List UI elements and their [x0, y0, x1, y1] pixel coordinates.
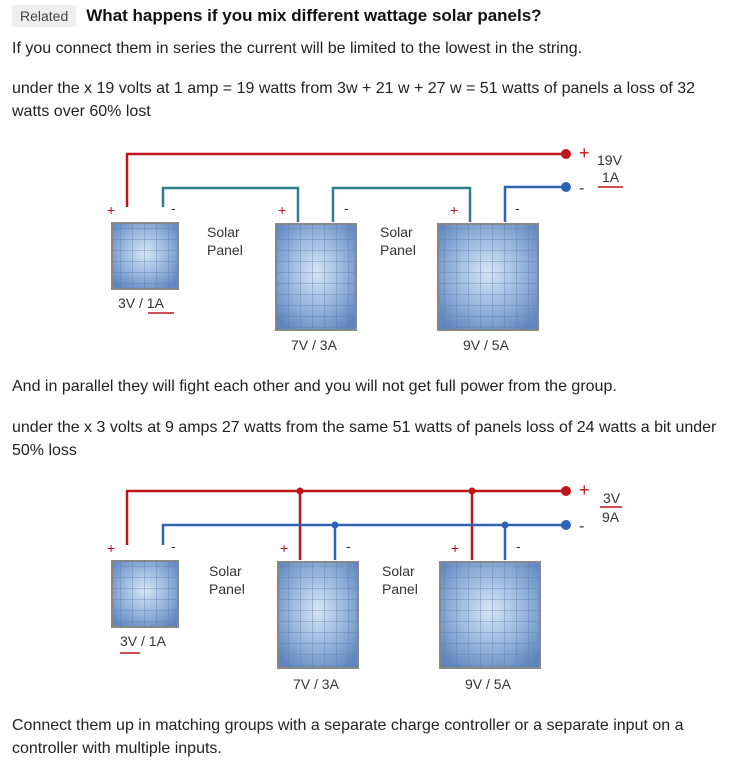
parallel-label-panel-1: Panel [209, 581, 245, 597]
parallel-output-voltage: 3V [603, 490, 621, 506]
related-question-title[interactable]: What happens if you mix different wattage solar panels? [86, 6, 542, 25]
parallel-panel-mid-rating: 7V / 3A [293, 676, 339, 692]
answer-paragraph-2: under the x 19 volts at 1 amp = 19 watts from 3w + 21 w + 27 w = 51 watts of panels a loss of 32 watts over 60% lost [12, 80, 696, 120]
parallel-out-plus: + [579, 480, 590, 500]
answer-paragraph-5: Connect them up in matching groups with a separate charge controller or a separate input on a controller with multiple inputs. [12, 717, 684, 757]
series-output-current: 1A [602, 169, 620, 185]
series-negative-terminal [561, 182, 571, 192]
series-label-solar-1: Solar [207, 224, 240, 240]
series-out-minus: - [579, 180, 585, 197]
series-panel-mid-rating: 7V / 3A [291, 337, 337, 353]
series-panel-small-minus: - [171, 200, 176, 216]
series-out-plus: + [579, 143, 590, 163]
series-label-panel-1: Panel [207, 242, 243, 258]
parallel-out-minus: - [579, 518, 585, 535]
series-output-voltage: 19V [597, 152, 622, 168]
parallel-panel-large-minus: - [516, 538, 521, 554]
series-panel-large-rating: 9V / 5A [463, 337, 509, 353]
series-panel-mid-plus: + [278, 202, 287, 218]
parallel-output-current: 9A [602, 509, 620, 525]
parallel-panel-small-plus: + [107, 540, 116, 556]
parallel-positive-terminal [561, 486, 571, 496]
series-positive-terminal [561, 149, 571, 159]
series-panel-small-rating: 3V / 1A [118, 295, 164, 311]
parallel-panel-large-plus: + [451, 540, 460, 556]
related-badge: Related [12, 5, 76, 27]
parallel-panel-mid-minus: - [346, 538, 351, 554]
parallel-panel-mid-plus: + [280, 540, 289, 556]
answer-paragraph-1: If you connect them in series the current will be limited to the lowest in the string. [12, 40, 583, 57]
series-panel-large-minus: - [515, 200, 520, 216]
series-panel-small-plus: + [107, 202, 116, 218]
series-negative-wire [505, 187, 564, 222]
related-header [12, 4, 542, 28]
parallel-panel-small-rating: 3V / 1A [120, 633, 166, 649]
parallel-label-panel-2: Panel [382, 581, 418, 597]
parallel-positive-bus [127, 491, 564, 545]
parallel-panel-small-minus: - [171, 538, 176, 554]
series-label-solar-2: Solar [380, 224, 413, 240]
parallel-label-solar-2: Solar [382, 563, 415, 579]
parallel-wiring-diagram [0, 478, 739, 700]
series-label-panel-2: Panel [380, 242, 416, 258]
series-wiring-diagram [0, 140, 739, 360]
series-panel-large-plus: + [450, 202, 459, 218]
answer-paragraph-3: And in parallel they will fight each other and you will not get full power from the group. [12, 378, 617, 395]
parallel-negative-terminal [561, 520, 571, 530]
parallel-label-solar-1: Solar [209, 563, 242, 579]
answer-paragraph-4: under the x 3 volts at 9 amps 27 watts from the same 51 watts of panels loss of 24 watts a bit under 50% loss [12, 419, 717, 459]
series-panel-mid-minus: - [344, 200, 349, 216]
parallel-panel-large-rating: 9V / 5A [465, 676, 511, 692]
